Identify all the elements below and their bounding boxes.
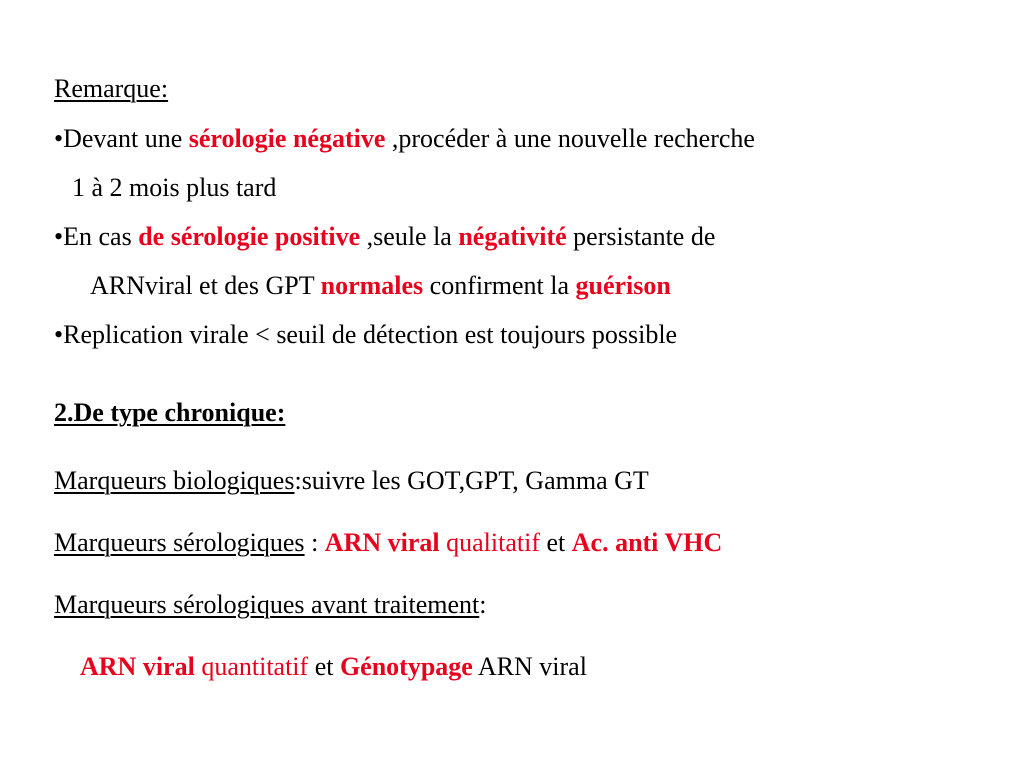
markers-sero-et: et bbox=[539, 528, 572, 557]
markers-pre-treatment bbox=[54, 592, 487, 618]
remark-bullet-2-continuation bbox=[90, 273, 671, 299]
bullet-2-mid-2: persistante de bbox=[566, 222, 716, 251]
markers-sero-sep: : bbox=[304, 528, 325, 557]
bullet-2-highlight-3: normales bbox=[320, 271, 424, 300]
bullet-2-pre: En cas bbox=[63, 222, 139, 251]
remark-title: Remarque: bbox=[54, 74, 169, 103]
markers-sero-label: Marqueurs sérologiques bbox=[54, 528, 305, 557]
bullet-2-cont-pre: ARNviral et des GPT bbox=[90, 271, 321, 300]
bullet-3-text: Replication virale < seuil de détection est toujours possible bbox=[63, 320, 678, 349]
markers-bio-text: :suivre les GOT,GPT, Gamma GT bbox=[294, 466, 649, 495]
bullet-1-post: ,procéder à une nouvelle recherche bbox=[385, 124, 755, 153]
remark-bullet-1-continuation: 1 à 2 mois plus tard bbox=[72, 173, 277, 202]
bullet-2-mid-1: ,seule la bbox=[360, 222, 459, 251]
markers-serological bbox=[54, 530, 722, 556]
bullet-mark: • bbox=[54, 320, 64, 349]
bullet-2-highlight-1: de sérologie positive bbox=[138, 222, 361, 251]
markers-bio-label: Marqueurs biologiques bbox=[54, 466, 295, 495]
pre-qualifier: quantitatif bbox=[194, 652, 309, 681]
markers-sero-qualifier: qualitatif bbox=[439, 528, 540, 557]
bullet-1-highlight: sérologie négative bbox=[188, 124, 386, 153]
pre-highlight-2: Génotypage bbox=[339, 652, 473, 681]
bullet-mark: • bbox=[54, 222, 64, 251]
remark-bullet-3 bbox=[54, 322, 677, 348]
bullet-2-cont-mid: confirment la bbox=[423, 271, 576, 300]
markers-sero-highlight-2: Ac. anti VHC bbox=[571, 528, 723, 557]
pre-tail: ARN viral bbox=[472, 652, 587, 681]
bullet-mark: • bbox=[54, 124, 64, 153]
bullet-2-highlight-2: négativité bbox=[458, 222, 567, 251]
markers-sero-highlight-1: ARN viral bbox=[324, 528, 440, 557]
markers-pre-label: Marqueurs sérologiques avant traitement bbox=[54, 590, 480, 619]
markers-pre-treatment-list bbox=[80, 654, 587, 680]
bullet-1-pre: Devant une bbox=[63, 124, 189, 153]
remark-bullet-1 bbox=[54, 126, 755, 152]
pre-highlight-1: ARN viral bbox=[80, 652, 195, 681]
bullet-2-highlight-4: guérison bbox=[575, 271, 671, 300]
chronic-heading: 2.De type chronique: bbox=[54, 398, 286, 427]
markers-pre-colon: : bbox=[479, 590, 487, 619]
remark-bullet-2 bbox=[54, 224, 715, 250]
pre-et: et bbox=[308, 652, 340, 681]
markers-biological bbox=[54, 468, 649, 494]
